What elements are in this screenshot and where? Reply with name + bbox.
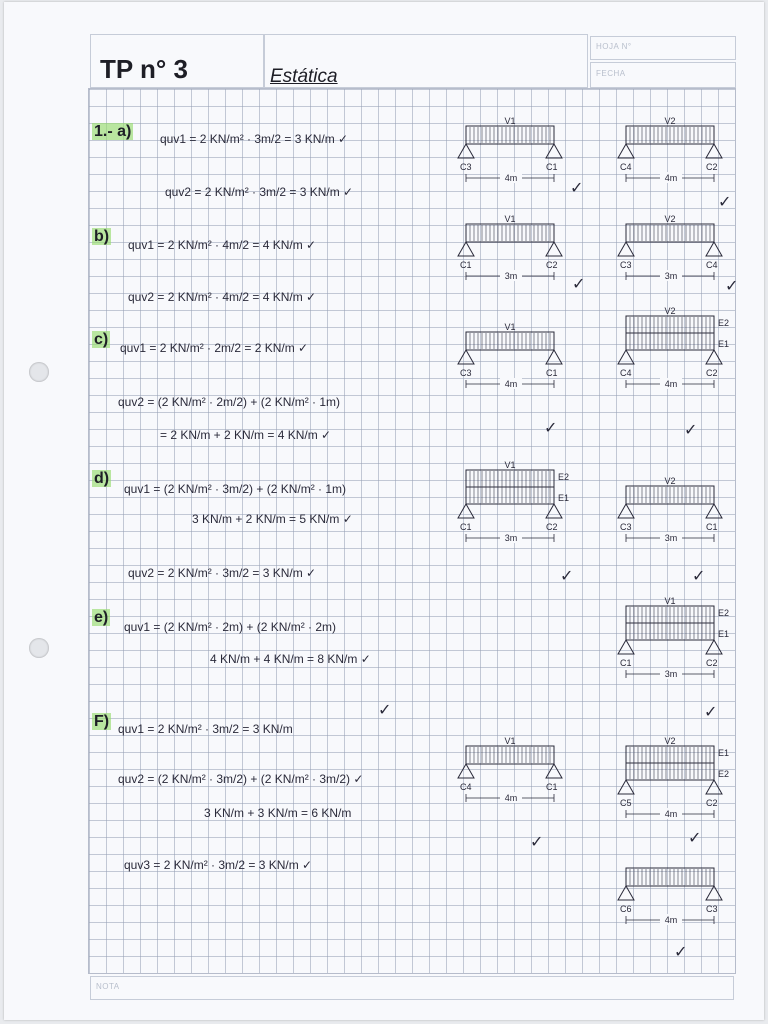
problem-label: b) (94, 228, 110, 245)
beam-name: V2 (664, 116, 676, 126)
column-label-right: C2 (546, 260, 558, 270)
support-triangle (546, 144, 562, 158)
beam-diagram (456, 460, 572, 556)
column-label-left: C3 (460, 162, 472, 172)
beam-name: V1 (504, 214, 516, 224)
check-mark: ✓ (684, 420, 698, 439)
equation-line: = 2 KN/m + 2 KN/m = 4 KN/m ✓ (160, 428, 332, 442)
beam-name: V1 (504, 322, 516, 332)
column-label-left: C4 (620, 368, 632, 378)
equation-line: quv1 = 2 KN/m² · 3m/2 = 3 KN/m ✓ (160, 132, 349, 146)
column-label-left: C3 (460, 368, 472, 378)
equation-line: quv1 = 2 KN/m² · 4m/2 = 4 KN/m ✓ (128, 238, 317, 252)
support-triangle (546, 764, 562, 778)
equation-line: 3 KN/m + 3 KN/m = 6 KN/m (204, 806, 352, 820)
support-triangle (706, 640, 722, 654)
span-label: 3m (504, 271, 518, 281)
beam-diagram (616, 214, 732, 298)
beam-name: V1 (504, 116, 516, 126)
equation-line: quv1 = (2 KN/m² · 3m/2) + (2 KN/m² · 1m) (124, 482, 347, 496)
span-label: 3m (664, 669, 678, 679)
support-triangle (458, 350, 474, 364)
beam-diagram (456, 736, 572, 816)
nota-box (90, 976, 734, 1000)
beam-diagram (456, 214, 572, 298)
column-label-right: C2 (706, 368, 718, 378)
span-label: 4m (504, 793, 518, 803)
column-label-right: C1 (546, 782, 558, 792)
equation-line: quv3 = 2 KN/m² · 3m/2 = 3 KN/m ✓ (124, 858, 313, 872)
check-mark: ✓ (570, 178, 584, 197)
span-label: 3m (504, 533, 518, 543)
support-triangle (618, 242, 634, 256)
column-label-left: C4 (620, 162, 632, 172)
column-label-right: C2 (546, 522, 558, 532)
beam-diagram (616, 736, 732, 836)
column-label-left: C1 (460, 260, 472, 270)
beam-diagram (616, 476, 732, 556)
column-label-right: C4 (706, 260, 718, 270)
support-triangle (618, 504, 634, 518)
beam-name: V1 (504, 736, 516, 746)
binder-hole (29, 638, 49, 658)
column-label-left: C3 (620, 260, 632, 270)
load-label-top: E2 (718, 608, 730, 618)
equation-line: quv2 = 2 KN/m² · 3m/2 = 3 KN/m ✓ (128, 566, 317, 580)
span-label: 3m (664, 271, 678, 281)
check-mark: ✓ (572, 274, 586, 293)
equation-line: quv1 = (2 KN/m² · 2m) + (2 KN/m² · 2m) (124, 620, 337, 634)
beam-diagram (456, 116, 572, 192)
load-label-top: E2 (718, 318, 730, 328)
span-label: 4m (504, 173, 518, 183)
check-mark: ✓ (725, 276, 739, 295)
support-triangle (618, 640, 634, 654)
beam-name: V1 (664, 596, 676, 606)
problem-label: 1.- a) (94, 123, 132, 140)
load-label-bottom: E1 (718, 629, 730, 639)
column-label-left: C1 (460, 522, 472, 532)
support-triangle (706, 886, 722, 900)
support-triangle (546, 350, 562, 364)
load-label-bottom: E2 (718, 769, 730, 779)
support-triangle (618, 350, 634, 364)
support-triangle (706, 780, 722, 794)
problem-label: c) (94, 331, 109, 348)
check-mark: ✓ (544, 418, 558, 437)
support-triangle (706, 504, 722, 518)
load-label-bottom: E1 (718, 339, 730, 349)
span-label: 4m (664, 379, 678, 389)
beam-diagram (616, 306, 732, 402)
column-label-right: C1 (546, 162, 558, 172)
equation-line: quv2 = 2 KN/m² · 3m/2 = 3 KN/m ✓ (165, 185, 354, 199)
load-label-bottom: E1 (558, 493, 570, 503)
check-mark: ✓ (692, 566, 706, 585)
support-triangle (458, 144, 474, 158)
load-label-top: E2 (558, 472, 570, 482)
equation-line: 4 KN/m + 4 KN/m = 8 KN/m ✓ (210, 652, 371, 666)
span-label: 4m (664, 173, 678, 183)
equation-line: quv1 = 2 KN/m² · 3m/2 = 3 KN/m (118, 722, 293, 736)
check-mark: ✓ (688, 828, 702, 847)
span-label: 4m (664, 915, 678, 925)
beam-diagram (616, 116, 732, 192)
column-label-right: C2 (706, 162, 718, 172)
support-triangle (458, 504, 474, 518)
check-mark: ✓ (704, 702, 718, 721)
check-mark: ✓ (718, 192, 732, 211)
check-mark: ✓ (560, 566, 574, 585)
equation-line: quv2 = 2 KN/m² · 4m/2 = 4 KN/m ✓ (128, 290, 317, 304)
check-mark: ✓ (674, 942, 688, 961)
load-label-top: E1 (718, 748, 730, 758)
support-triangle (618, 886, 634, 900)
beam-name: V2 (664, 736, 676, 746)
column-label-right: C3 (706, 904, 718, 914)
column-label-right: C2 (706, 658, 718, 668)
problem-label: d) (94, 470, 110, 487)
hoja-label: HOJA N° (596, 42, 632, 51)
equation-line: quv2 = (2 KN/m² · 2m/2) + (2 KN/m² · 1m) (118, 395, 341, 409)
span-label: 4m (664, 809, 678, 819)
column-label-right: C2 (706, 798, 718, 808)
beam-diagram (456, 322, 572, 402)
support-triangle (546, 242, 562, 256)
column-label-right: C1 (546, 368, 558, 378)
column-label-left: C6 (620, 904, 632, 914)
equation-line: quv2 = (2 KN/m² · 3m/2) + (2 KN/m² · 3m/2) ✓ (118, 772, 364, 786)
support-triangle (618, 780, 634, 794)
column-label-left: C4 (460, 782, 472, 792)
problem-label: e) (94, 609, 109, 626)
beam-diagram (616, 858, 732, 942)
support-triangle (546, 504, 562, 518)
column-label-left: C5 (620, 798, 632, 808)
equation-line: quv1 = 2 KN/m² · 2m/2 = 2 KN/m ✓ (120, 341, 309, 355)
span-label: 3m (664, 533, 678, 543)
beam-diagram (616, 596, 732, 700)
beam-name: V2 (664, 214, 676, 224)
support-triangle (706, 350, 722, 364)
check-mark: ✓ (530, 832, 544, 851)
support-triangle (618, 144, 634, 158)
nota-label: NOTA (96, 982, 120, 991)
column-label-right: C1 (706, 522, 718, 532)
support-triangle (458, 242, 474, 256)
support-triangle (706, 242, 722, 256)
beam-name: V2 (664, 476, 676, 486)
beam-name: V2 (664, 306, 676, 316)
binder-hole (29, 362, 49, 382)
column-label-left: C3 (620, 522, 632, 532)
column-label-left: C1 (620, 658, 632, 668)
page-title: TP n° 3 (100, 54, 188, 84)
fecha-label: FECHA (596, 69, 626, 78)
span-label: 4m (504, 379, 518, 389)
check-mark: ✓ (378, 700, 392, 719)
problem-label: F) (94, 713, 110, 730)
beam-name: V1 (504, 460, 516, 470)
equation-line: 3 KN/m + 2 KN/m = 5 KN/m ✓ (192, 512, 353, 526)
page-subject: Estática (270, 66, 338, 87)
support-triangle (706, 144, 722, 158)
support-triangle (458, 764, 474, 778)
